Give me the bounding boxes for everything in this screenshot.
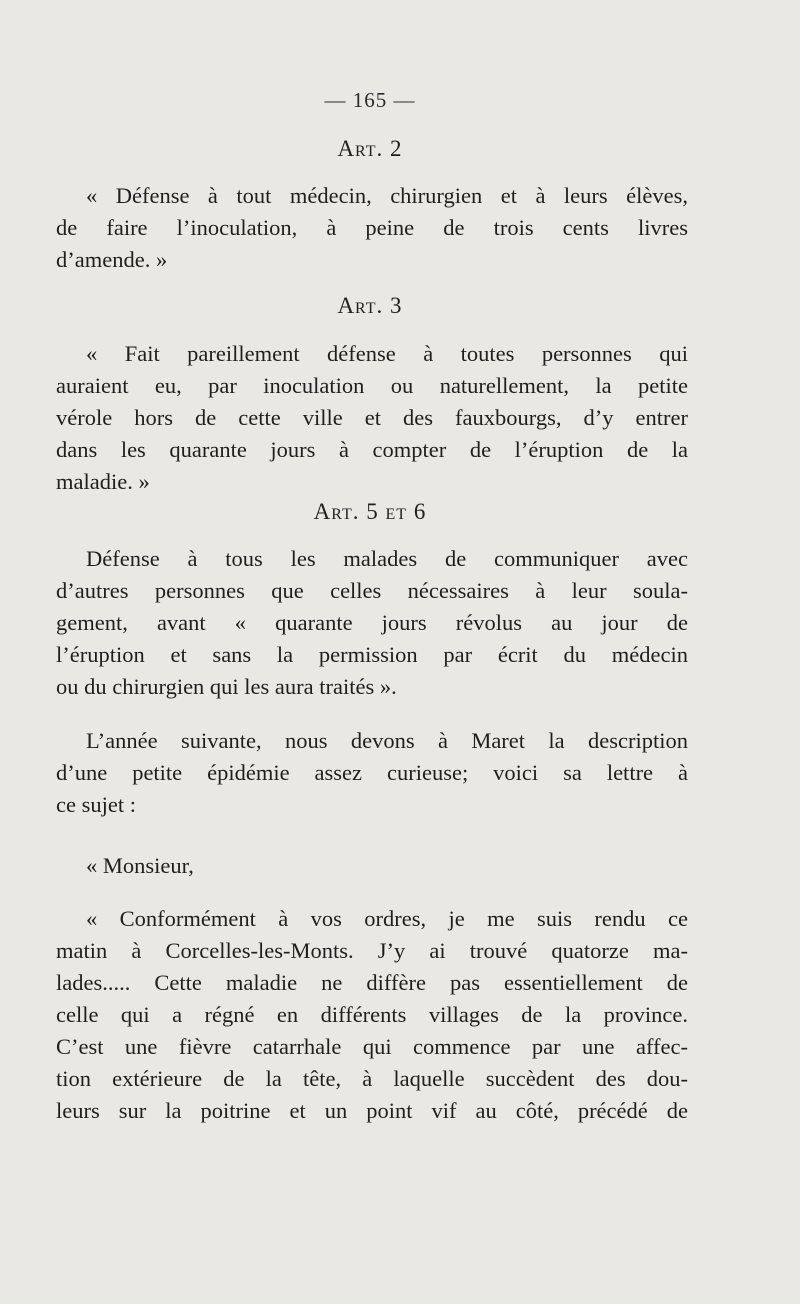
text-line: vérole hors de cette ville et des fauxbourgs, d’y entrer <box>56 405 688 430</box>
text-line: de faire l’inoculation, à peine de trois cents livres <box>56 215 688 240</box>
article-5-6-heading: Art. 5 et 6 <box>313 499 427 524</box>
page-number: — 165 — <box>324 88 416 112</box>
text-line: leurs sur la poitrine et un point vif au côté, précédé de <box>56 1098 688 1123</box>
text-line: lades..... Cette maladie ne diffère pas essentiellement de <box>56 970 688 995</box>
text-line: d’autres personnes que celles nécessaires à leur soula- <box>56 578 688 603</box>
text-line: L’année suivante, nous devons à Maret la description <box>86 728 688 753</box>
article-3-heading: Art. 3 <box>337 293 403 318</box>
letter-salutation <box>56 850 688 882</box>
text-line: d’une petite épidémie assez curieuse; voici sa lettre à <box>56 760 688 785</box>
text-line: maladie. » <box>56 469 150 494</box>
text-line: « Défense à tout médecin, chirurgien et à leurs élèves, <box>86 183 688 208</box>
text-line: « Monsieur, <box>86 853 194 878</box>
narrative-paragraph <box>56 725 688 821</box>
article-2-heading: Art. 2 <box>337 136 403 161</box>
article-3-text <box>56 338 688 498</box>
text-line: C’est une fièvre catarrhale qui commence par une affec- <box>56 1034 688 1059</box>
article-2-text <box>56 180 688 276</box>
text-line: Défense à tous les malades de communiquer avec <box>86 546 688 571</box>
text-line: « Fait pareillement défense à toutes personnes qui <box>86 341 688 366</box>
text-line: auraient eu, par inoculation ou naturellement, la petite <box>56 373 688 398</box>
text-line: l’éruption et sans la permission par écrit du médecin <box>56 642 688 667</box>
article-5-6-text <box>56 543 688 703</box>
text-line: gement, avant « quarante jours révolus au jour de <box>56 610 688 635</box>
text-line: d’amende. » <box>56 247 168 272</box>
text-line: matin à Corcelles-les-Monts. J’y ai trouvé quatorze ma- <box>56 938 688 963</box>
letter-body <box>56 903 688 1127</box>
text-line: ce sujet : <box>56 792 136 817</box>
text-line: dans les quarante jours à compter de l’éruption de la <box>56 437 688 462</box>
text-line: tion extérieure de la tête, à laquelle succèdent des dou- <box>56 1066 688 1091</box>
text-line: « Conformément à vos ordres, je me suis rendu ce <box>86 906 688 931</box>
text-line: ou du chirurgien qui les aura traités ». <box>56 674 397 699</box>
text-line: celle qui a régné en différents villages de la province. <box>56 1002 688 1027</box>
